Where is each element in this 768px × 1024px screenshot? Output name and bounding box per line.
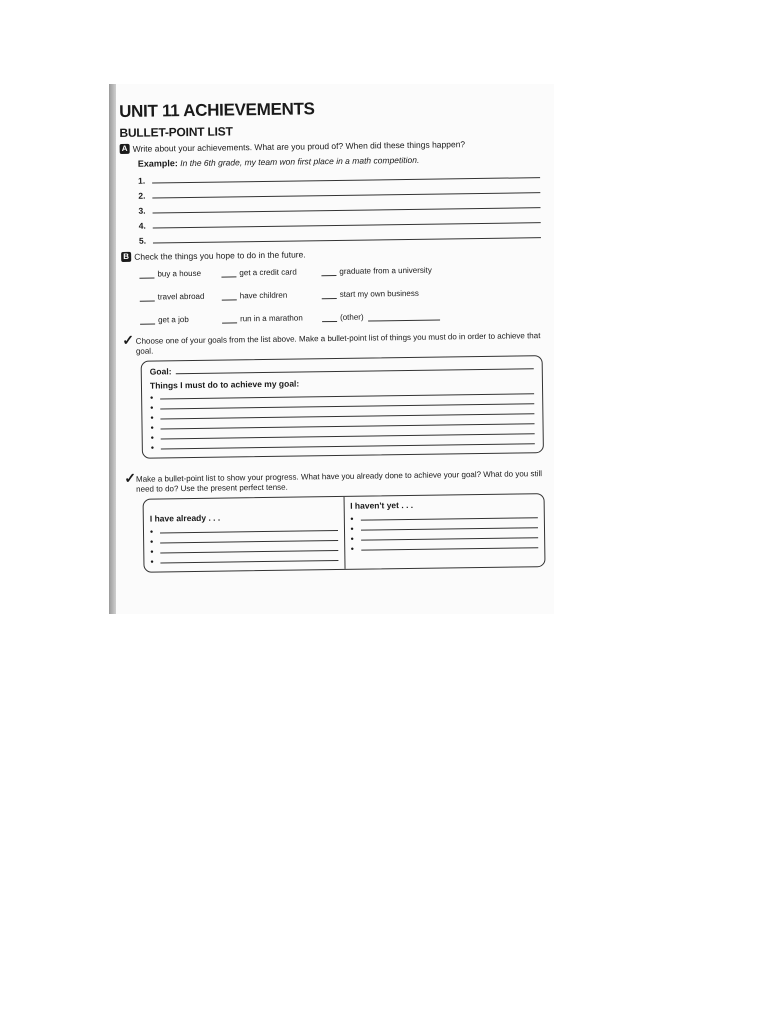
bullet-icon: • — [150, 422, 154, 433]
bullet-icon: • — [350, 523, 354, 534]
line-number: 3. — [138, 205, 146, 216]
bullet-icon: • — [150, 556, 154, 567]
checkmark-icon: ✓ — [122, 331, 135, 348]
future-checklist — [139, 264, 542, 325]
not-yet-header: I haven't yet . . . — [350, 499, 414, 511]
bullet-icon: • — [150, 546, 154, 557]
unit-title: UNIT 11 ACHIEVEMENTS — [119, 99, 315, 121]
not-yet-column — [343, 494, 544, 569]
section-b-badge: B — [121, 252, 131, 262]
line-number: 1. — [138, 175, 146, 186]
not-yet-bullet-line[interactable] — [351, 540, 539, 553]
checklist-item[interactable]: run in a marathon — [222, 313, 322, 323]
bullet-icon: • — [150, 402, 154, 413]
checklist-item[interactable]: get a job — [140, 315, 222, 325]
already-bullet-line[interactable] — [150, 553, 338, 566]
scanned-worksheet — [109, 84, 554, 614]
example-label: Example: — [137, 158, 178, 169]
progress-box — [143, 493, 546, 573]
bullet-icon: • — [350, 533, 354, 544]
things-label: Things I must do to achieve my goal: — [149, 378, 300, 391]
bullet-icon: • — [150, 536, 154, 547]
already-column — [144, 497, 344, 572]
checklist-item[interactable]: graduate from a university — [321, 265, 471, 276]
line-number: 2. — [138, 190, 146, 201]
scan-edge — [109, 84, 116, 614]
goal-box — [141, 355, 544, 459]
already-header: I have already . . . — [149, 512, 221, 524]
bullet-icon: • — [150, 442, 155, 453]
checkmark-icon: ✓ — [124, 469, 137, 486]
section-a-text: Write about your achievements. What are you proud of? When did these things happen? — [132, 139, 466, 154]
progress-instruction — [124, 469, 544, 495]
checklist-item[interactable]: start my own business — [322, 288, 472, 299]
line-number: 4. — [138, 220, 146, 231]
checklist-item[interactable]: buy a house — [139, 269, 221, 279]
section-a-instruction — [120, 138, 540, 154]
bullet-icon: • — [350, 543, 354, 554]
progress-instruction-text: Make a bullet-point list to show your progress. What have you already done to achieve your goal? What do you still need to do? Use the present perfect tense. — [135, 469, 543, 494]
bullet-icon: • — [150, 392, 154, 403]
section-b-text: Check the things you hope to do in the future. — [134, 249, 306, 262]
bullet-icon: • — [350, 513, 354, 524]
section-a-badge: A — [120, 144, 130, 154]
checklist-item-other[interactable]: (other) — [322, 311, 472, 322]
checklist-item[interactable]: have children — [222, 290, 322, 300]
example-text: In the 6th grade, my team won first place in a math competition. — [180, 154, 420, 169]
goal-label: Goal: — [149, 366, 172, 377]
checklist-item[interactable]: travel abroad — [140, 292, 222, 302]
section-b-instruction — [121, 246, 541, 262]
goal-instruction — [122, 331, 542, 357]
checklist-item[interactable]: get a credit card — [221, 267, 321, 277]
goal-field[interactable] — [150, 360, 534, 376]
worksheet-content — [119, 96, 546, 573]
bullet-icon: • — [149, 526, 154, 537]
bullet-icon: • — [150, 432, 154, 443]
goal-instruction-text: Choose one of your goals from the list above. Make a bullet-point list of things you must do in order to achieve that goal. — [135, 331, 541, 356]
line-number: 5. — [138, 235, 147, 246]
bullet-icon: • — [150, 412, 154, 423]
section-subtitle: BULLET-POINT LIST — [119, 124, 233, 140]
